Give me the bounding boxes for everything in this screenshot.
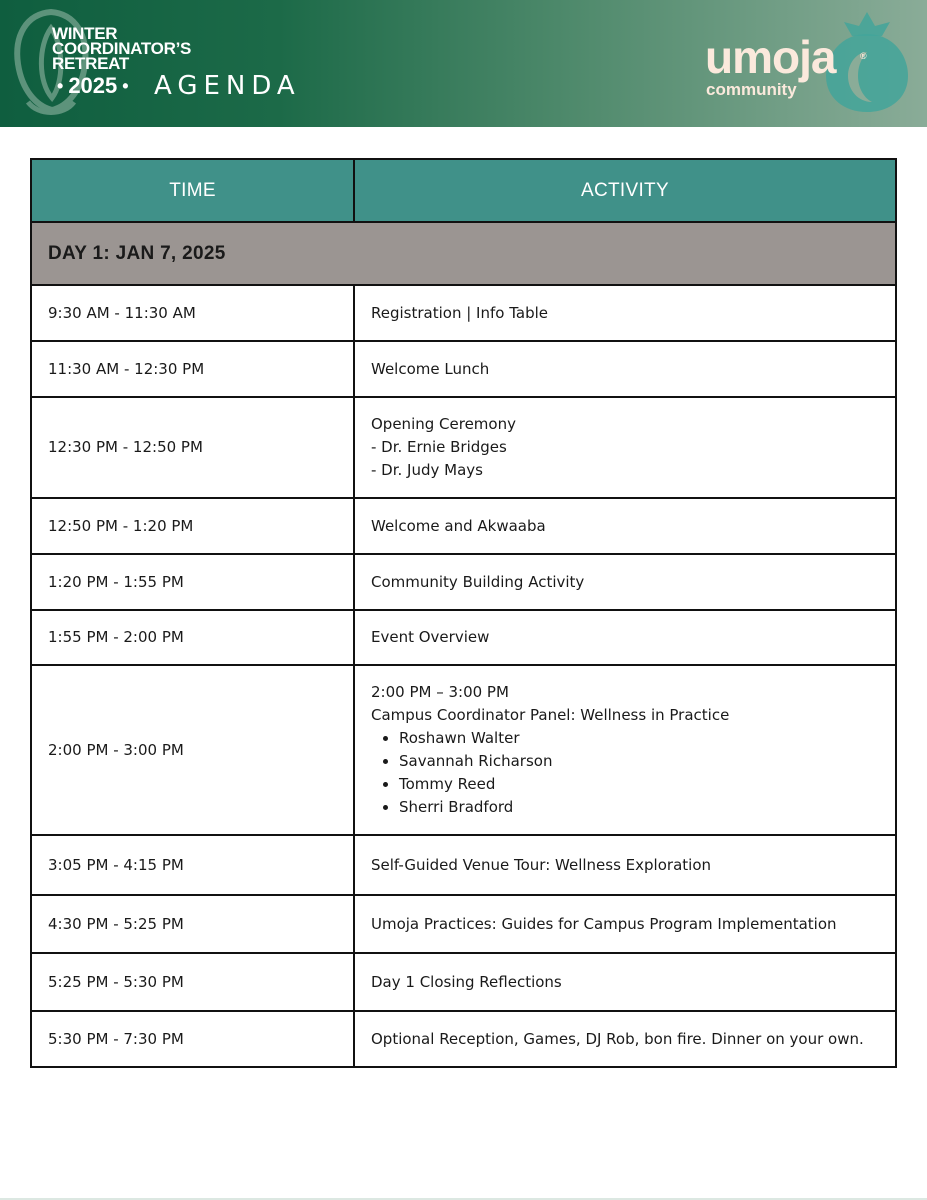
table-row (31, 554, 896, 610)
activity-text: Optional Reception, Games, DJ Rob, bon fire. Dinner on your own. (371, 1029, 864, 1048)
activity-cell (354, 341, 896, 397)
column-header-time: TIME (31, 159, 354, 222)
activity-text: Campus Coordinator Panel: Wellness in Practice (371, 706, 730, 724)
day-header-row (31, 222, 896, 285)
time-cell: 2:00 PM - 3:00 PM (31, 665, 354, 835)
panelist-name: Sherri Bradford (399, 798, 514, 816)
list-item (383, 773, 885, 796)
activity-cell (354, 665, 896, 835)
activity-cell (354, 895, 896, 953)
activity-cell (354, 285, 896, 341)
table-row (31, 610, 896, 665)
agenda-heading: AGENDA (154, 71, 301, 101)
retreat-year: 2025 (68, 73, 118, 98)
time-cell: 12:30 PM - 12:50 PM (31, 397, 354, 498)
header-banner (0, 0, 927, 127)
bullet-icon (383, 805, 388, 810)
bullet-icon (383, 759, 388, 764)
bullet-icon (383, 736, 388, 741)
time-cell: 3:05 PM - 4:15 PM (31, 835, 354, 895)
bullet-icon (383, 782, 388, 787)
umoja-logo-text: umoja (705, 31, 836, 83)
time-cell: 4:30 PM - 5:25 PM (31, 895, 354, 953)
speaker-line: - Dr. Ernie Bridges (371, 438, 507, 456)
activity-cell (354, 554, 896, 610)
table-row (31, 835, 896, 895)
activity-text: Welcome and Akwaaba (371, 516, 546, 535)
activity-text: Community Building Activity (371, 572, 585, 591)
panelist-name: Savannah Richarson (399, 752, 553, 770)
panelist-name: Roshawn Walter (399, 729, 520, 747)
activity-cell (354, 1011, 896, 1067)
registered-mark: ® (860, 51, 867, 61)
table-row (31, 285, 896, 341)
agenda-table (30, 158, 897, 1068)
activity-cell (354, 397, 896, 498)
activity-text: Day 1 Closing Reflections (371, 972, 562, 991)
activity-text: Opening Ceremony (371, 415, 516, 433)
year-dot: • (57, 76, 64, 96)
retreat-title-line: RETREAT (52, 54, 129, 73)
panelist-name: Tommy Reed (399, 775, 496, 793)
time-cell: 1:20 PM - 1:55 PM (31, 554, 354, 610)
time-cell: 5:25 PM - 5:30 PM (31, 953, 354, 1011)
table-row (31, 341, 896, 397)
time-cell: 5:30 PM - 7:30 PM (31, 1011, 354, 1067)
table-row (31, 895, 896, 953)
time-cell: 11:30 AM - 12:30 PM (31, 341, 354, 397)
retreat-title-line: WINTER (52, 24, 118, 43)
list-item (383, 750, 885, 773)
panelist-list (371, 727, 885, 819)
table-row (31, 953, 896, 1011)
table-row (31, 397, 896, 498)
column-header-activity: ACTIVITY (354, 159, 896, 222)
table-row (31, 1011, 896, 1067)
list-item (383, 727, 885, 750)
year-dot: • (122, 76, 129, 96)
activity-cell (354, 835, 896, 895)
activity-cell (354, 498, 896, 554)
umoja-logo-subtext: community (706, 80, 797, 99)
activity-cell (354, 953, 896, 1011)
activity-text: Umoja Practices: Guides for Campus Program Implementation (371, 914, 837, 933)
list-item (383, 796, 885, 819)
table-row (31, 665, 896, 835)
time-cell: 1:55 PM - 2:00 PM (31, 610, 354, 665)
activity-text: 2:00 PM – 3:00 PM (371, 683, 509, 701)
table-header-row (31, 159, 896, 222)
activity-text: Event Overview (371, 628, 490, 646)
activity-cell (354, 610, 896, 665)
activity-text: Welcome Lunch (371, 359, 490, 378)
table-row (31, 498, 896, 554)
time-cell: 9:30 AM - 11:30 AM (31, 285, 354, 341)
day-label: DAY 1: JAN 7, 2025 (31, 222, 896, 285)
time-cell: 12:50 PM - 1:20 PM (31, 498, 354, 554)
speaker-line: - Dr. Judy Mays (371, 461, 483, 479)
retreat-title-line: COORDINATOR’S (52, 39, 192, 58)
activity-text: Self-Guided Venue Tour: Wellness Exploration (371, 855, 711, 874)
activity-text: Registration | Info Table (371, 303, 548, 322)
